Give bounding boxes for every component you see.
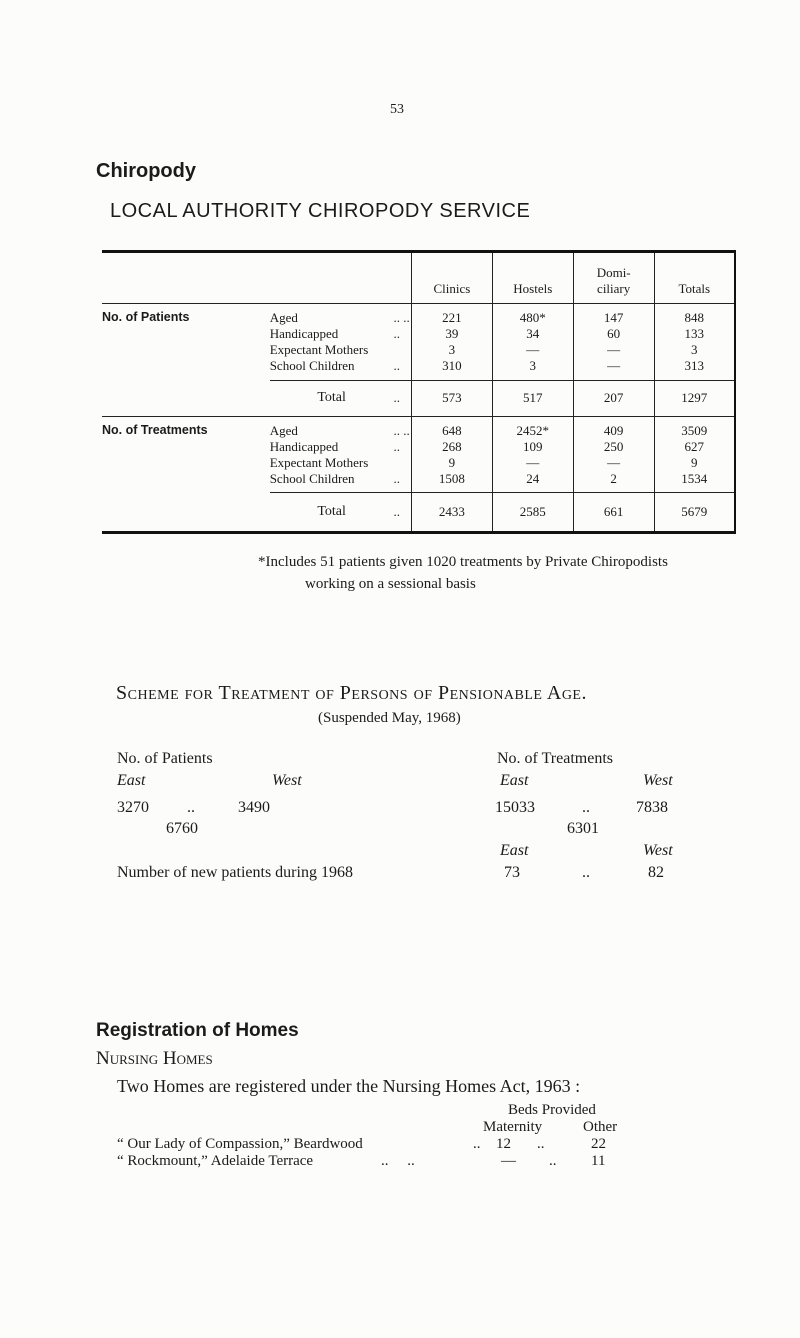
dots: .. xyxy=(187,799,195,816)
home-maternity: 12 xyxy=(496,1136,511,1152)
cell: 221 xyxy=(411,304,492,327)
row-label: Aged xyxy=(270,416,394,439)
cell: 3 xyxy=(411,342,492,358)
col-domiciliary xyxy=(573,252,654,304)
cell: 1534 xyxy=(654,471,735,493)
col-domiciliary-line2: ciliary xyxy=(597,281,631,296)
cell: 3509 xyxy=(654,416,735,439)
cell: 627 xyxy=(654,439,735,455)
patients-east-label: East xyxy=(117,772,146,789)
new-west-label: West xyxy=(643,842,673,859)
row-dots: .. xyxy=(393,470,401,486)
row-label: School Children xyxy=(269,470,355,486)
cell: — xyxy=(492,455,573,471)
total-cell: 5679 xyxy=(654,493,735,533)
dots: .. xyxy=(473,1136,481,1152)
group-label: No. of Treatments xyxy=(102,416,270,439)
cell: 147 xyxy=(573,304,654,327)
cell: 313 xyxy=(654,358,735,380)
cell: 268 xyxy=(411,439,492,455)
row-dots: .. xyxy=(393,358,401,373)
cell: 2 xyxy=(573,471,654,493)
dots: .. xyxy=(582,799,590,816)
new-patients-label: Number of new patients during 1968 xyxy=(117,864,353,881)
footnote-line2: working on a sessional basis xyxy=(305,576,476,592)
cell: 1508 xyxy=(411,471,492,493)
row-dots: .. xyxy=(394,380,412,416)
cell: 109 xyxy=(492,439,573,455)
row-label: Expectant Mothers xyxy=(269,342,369,357)
cell: 310 xyxy=(411,358,492,380)
cell: — xyxy=(492,342,573,358)
dots: .. xyxy=(582,864,590,881)
patients-west-label: West xyxy=(272,772,302,789)
row-label: Aged xyxy=(270,304,394,327)
total-label: Total xyxy=(270,493,394,533)
beds-heading: Beds Provided xyxy=(508,1102,596,1118)
chiropody-table xyxy=(102,250,736,534)
treatments-total: 6301 xyxy=(567,820,599,837)
treatments-east-label: East xyxy=(500,772,529,789)
col-maternity: Maternity xyxy=(483,1119,543,1135)
new-east: 73 xyxy=(504,864,520,881)
col-totals: Totals xyxy=(654,252,735,304)
row-dots: .. xyxy=(393,326,401,341)
cell: 24 xyxy=(492,471,573,493)
registration-heading: Registration of Homes xyxy=(96,1020,299,1041)
total-cell: 207 xyxy=(573,380,654,416)
home-name: “ Our Lady of Compassion,” Beardwood xyxy=(117,1136,363,1152)
new-west: 82 xyxy=(648,864,664,881)
home-other: 11 xyxy=(591,1153,606,1169)
cell: 250 xyxy=(573,439,654,455)
row-dots: .. xyxy=(394,493,412,533)
treatments-west-label: West xyxy=(643,772,673,789)
new-east-label: East xyxy=(500,842,529,859)
row-dots: .. xyxy=(393,438,401,454)
scheme-title: Scheme for Treatment of Persons of Pensionable Age. xyxy=(116,682,587,704)
footnote-line1: *Includes 51 patients given 1020 treatments by Private Chiropodists xyxy=(258,554,668,570)
row-label: Handicapped xyxy=(269,438,339,454)
home-name: “ Rockmount,” Adelaide Terrace xyxy=(117,1153,314,1169)
cell: 9 xyxy=(654,455,735,471)
col-clinics: Clinics xyxy=(411,252,492,304)
row-label: School Children xyxy=(269,358,355,373)
cell: 34 xyxy=(492,326,573,342)
patients-total: 6760 xyxy=(166,820,198,837)
col-domiciliary-line1: Domi- xyxy=(596,265,631,280)
cell: 648 xyxy=(411,416,492,439)
row-dots: .. .. xyxy=(394,416,412,439)
table-title: LOCAL AUTHORITY CHIROPODY SERVICE xyxy=(110,200,531,222)
cell: 848 xyxy=(654,304,735,327)
treatments-heading: No. of Treatments xyxy=(497,750,613,767)
patients-west: 3490 xyxy=(238,799,270,816)
treatments-west: 7838 xyxy=(636,799,668,816)
patients-heading: No. of Patients xyxy=(117,750,213,767)
cell: 2452* xyxy=(492,416,573,439)
total-cell: 573 xyxy=(411,380,492,416)
group-label: No. of Patients xyxy=(102,304,270,327)
cell: 133 xyxy=(654,326,735,342)
dots: .. xyxy=(549,1153,557,1169)
nursing-homes-heading: Nursing Homes xyxy=(96,1048,213,1069)
registration-intro: Two Homes are registered under the Nursing Homes Act, 1963 : xyxy=(117,1076,581,1096)
treatments-east: 15033 xyxy=(495,799,535,816)
cell: 39 xyxy=(411,326,492,342)
cell: 409 xyxy=(573,416,654,439)
cell: 3 xyxy=(654,342,735,358)
cell: 60 xyxy=(573,326,654,342)
dots: .. .. xyxy=(381,1153,415,1169)
col-hostels: Hostels xyxy=(492,252,573,304)
cell: 9 xyxy=(411,455,492,471)
total-cell: 1297 xyxy=(654,380,735,416)
total-cell: 661 xyxy=(573,493,654,533)
cell: 3 xyxy=(492,358,573,380)
cell: — xyxy=(573,358,654,380)
home-maternity: — xyxy=(501,1153,516,1169)
cell: 480* xyxy=(492,304,573,327)
page-number: 53 xyxy=(390,102,404,117)
scheme-subtitle: (Suspended May, 1968) xyxy=(318,710,461,726)
dots: .. xyxy=(537,1136,545,1152)
row-dots: .. .. xyxy=(394,304,412,327)
cell: — xyxy=(573,455,654,471)
row-label: Expectant Mothers xyxy=(269,454,369,470)
total-cell: 517 xyxy=(492,380,573,416)
total-label: Total xyxy=(270,380,394,416)
patients-east: 3270 xyxy=(117,799,149,816)
home-other: 22 xyxy=(591,1136,606,1152)
total-cell: 2585 xyxy=(492,493,573,533)
section-title: Chiropody xyxy=(96,160,196,182)
row-label: Handicapped xyxy=(269,326,339,341)
cell: — xyxy=(573,342,654,358)
total-cell: 2433 xyxy=(411,493,492,533)
col-other: Other xyxy=(583,1119,618,1135)
